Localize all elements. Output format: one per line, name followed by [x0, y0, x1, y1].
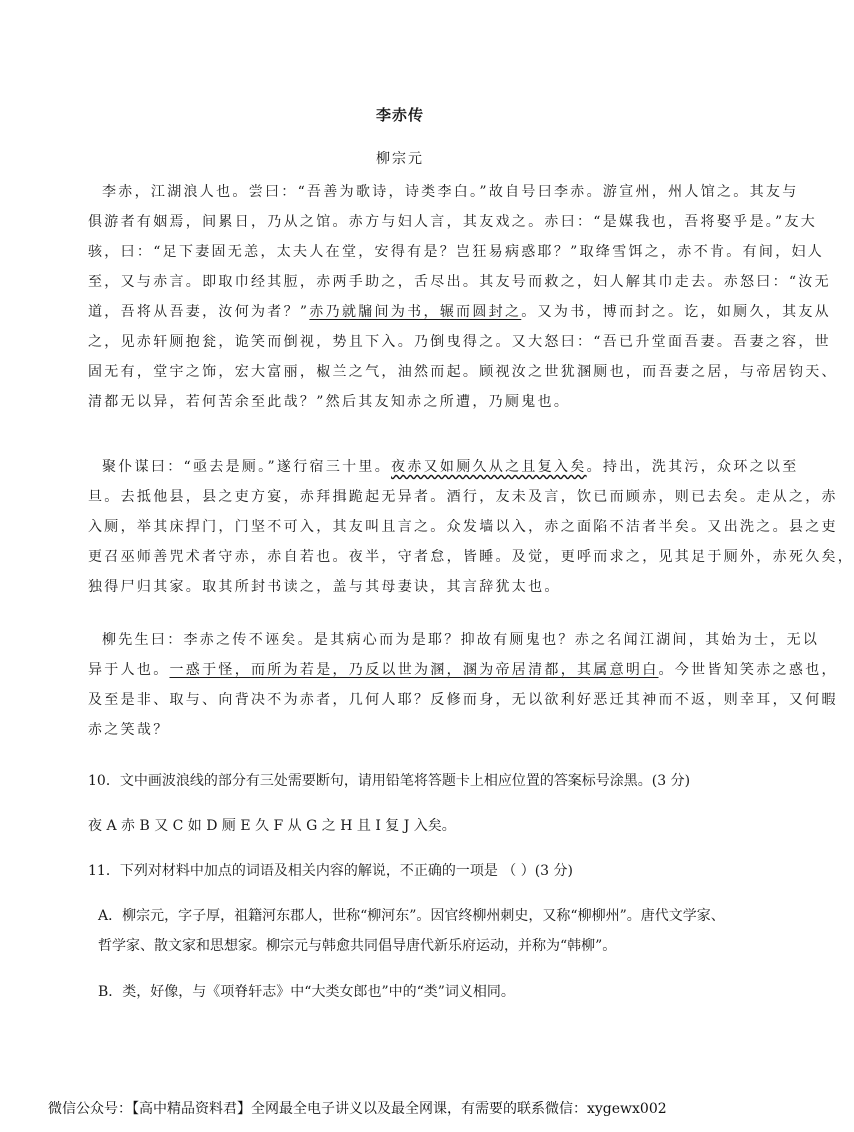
document-author: 柳宗元 [376, 151, 424, 167]
paragraph-line: 之，见赤轩厕抱瓮，诡笑而倒视，势且下入。乃倒曳得之。又大怒曰：“吾已升堂面吾妻。吾妻之容，世 [88, 334, 831, 350]
wavy-underlined-sentence: 夜赤又如厕久从之且复入矣 [391, 459, 587, 475]
option-a-line: A．柳宗元，字子厚，祖籍河东郡人，世称“柳河东”。因官终柳州刺史，又称“柳柳州”。唐代文学家、 [98, 908, 725, 924]
footer-watermark: 微信公众号：【高中精品资料君】全网最全电子讲义以及最全网课，有需要的联系微信：xygewx002 [48, 1101, 667, 1117]
question-10-options: 夜 A 赤 B 又 C 如 D 厕 E 久 F 从 G 之 H 且 I 复 J 入矣。 [88, 818, 456, 834]
text-segment: 异于人也。 [88, 662, 170, 678]
paragraph-line: 及至是非、取与、向背决不为赤者，几何人耶？反修而身，无以欲利好恶迁其神而不返，则幸耳，又何暇 [88, 692, 838, 708]
paragraph-line [88, 297, 831, 327]
paragraph-line [88, 655, 838, 685]
text-segment: 。又为书，博而封之。讫，如厕久，其友从 [521, 304, 831, 320]
text-segment: 。持出，洗其污，众环之以至 [586, 459, 799, 475]
underlined-sentence: 一惑于怪，而所为若是，乃反以世为溷，溷为帝居清都，其属意明白 [169, 662, 659, 678]
paragraph-line: 柳先生曰：李赤之传不诬矣。是其病心而为是耶？抑故有厕鬼也？赤之名闻江湖间，其始为士，无以 [102, 632, 820, 648]
paragraph-line: 入厕，举其床捍门，门坚不可入，其友叫且言之。众发墙以入，赤之面陷不洁者半矣。又出洗之。县之吏 [88, 519, 838, 535]
paragraph-line: 更召巫师善咒术者守赤，赤自若也。夜半，守者怠，皆睡。及觉，更呼而求之，见其足于厕外，赤死久矣， [88, 549, 854, 565]
paragraph-line: 旦。去抵他县，县之吏方宴，赤拜揖跪起无异者。酒行，友未及言，饮已而顾赤，则已去矣。走从之，赤 [88, 489, 838, 505]
question-10: 10．文中画波浪线的部分有三处需要断句，请用铅笔将答题卡上相应位置的答案标号涂黑。(3 分) [88, 773, 691, 789]
paragraph-line: 赤之笑哉？ [88, 722, 170, 738]
paragraph-1 [88, 177, 838, 417]
paragraph-2 [88, 452, 854, 602]
paragraph-line: 独得尸归其家。取其所封书读之，盖与其母妻诀，其言辞犹太也。 [88, 579, 561, 595]
text-segment: 聚仆谋曰：“亟去是厕。”遂行宿三十里。 [102, 459, 392, 475]
option-b: B．类，好像，与《项脊轩志》中“大类女郎也”中的“类”词义相同。 [98, 984, 515, 1000]
document-title: 李赤传 [375, 106, 424, 124]
text-segment: 道，吾将从吾妻，汝何为者？” [88, 304, 310, 320]
paragraph-line: 至，又与赤言。即取巾经其脰，赤两手助之，舌尽出。其友号而救之，妇人解其巾走去。赤怒曰：“汝无 [88, 274, 831, 290]
underlined-sentence: 赤乃就牖间为书，辗而圆封之 [309, 304, 522, 320]
paragraph-line [88, 452, 799, 482]
paragraph-3 [88, 625, 838, 745]
paragraph-line: 李赤，江湖浪人也。尝曰：“吾善为歌诗，诗类李白。”故自号曰李赤。游宣州，州人馆之。其友与 [102, 184, 799, 200]
paragraph-line: 清都无以异，若何苦余至此哉？”然后其友知赤之所遭，乃厕鬼也。 [88, 394, 571, 410]
option-a-line: 哲学家、散文家和思想家。柳宗元与韩愈共同倡导唐代新乐府运动，并称为“韩柳”。 [98, 938, 617, 954]
paragraph-line: 俱游者有姻焉，间累日，乃从之馆。赤方与妇人言，其友戏之。赤曰：“是媒我也，吾将娶乎是。”友大 [88, 214, 818, 230]
paragraph-line: 骇，曰：“足下妻固无恙，太夫人在堂，安得有是？岂狂易病惑耶？”取绛雪饵之，赤不肯。有间，妇人 [88, 244, 825, 260]
text-segment: 。今世皆知笑赤之惑也， [658, 662, 838, 678]
paragraph-line: 固无有，堂宇之饰，宏大富丽，椒兰之气，油然而起。顾视汝之世犹溷厕也，而吾妻之居，与帝居钧天、 [88, 364, 838, 380]
question-11: 11．下列对材料中加点的词语及相关内容的解说，不正确的一项是 （ ）(3 分) [88, 863, 573, 879]
option-a [98, 901, 738, 961]
